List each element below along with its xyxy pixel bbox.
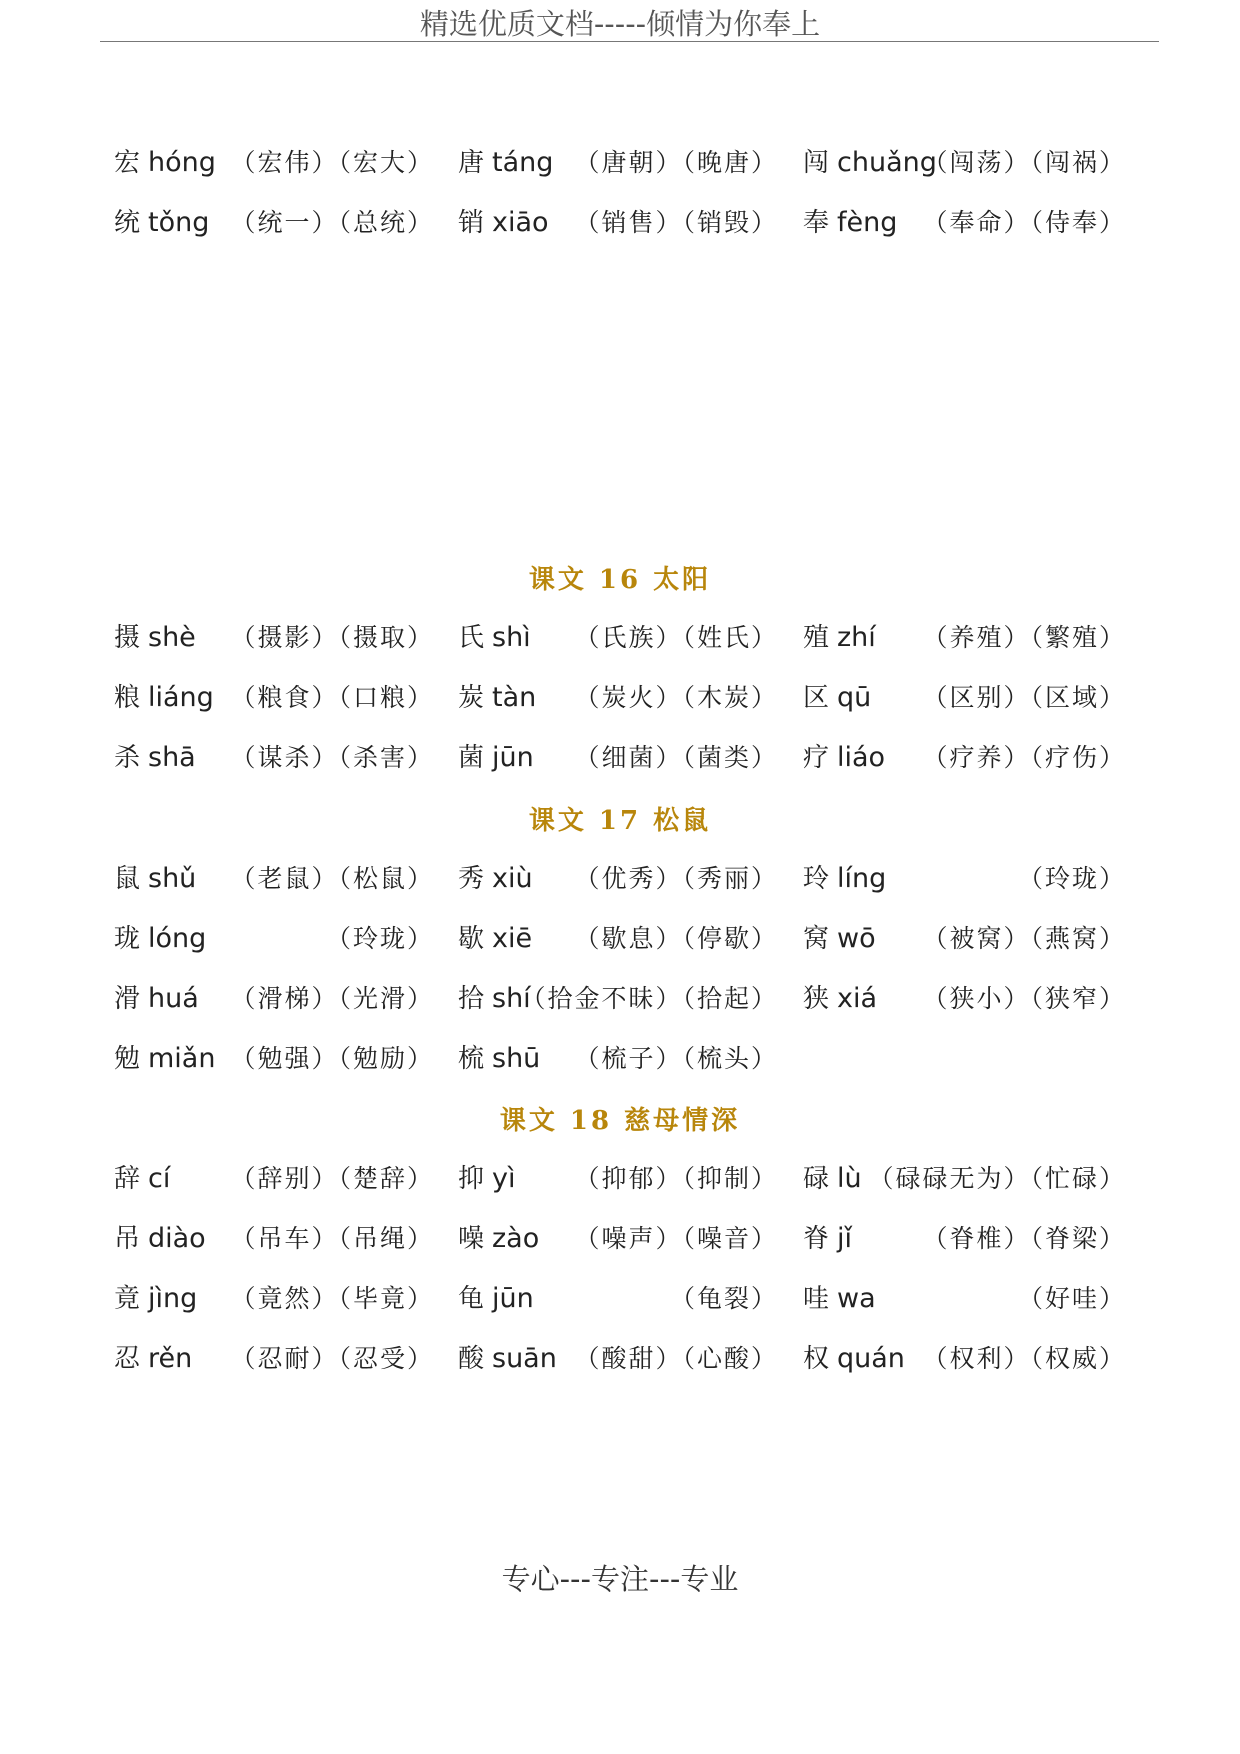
vocab-words: （碌碌无为）（忙碌） [868,1164,1126,1193]
vocab-words: （梳子）（梳头） [574,1044,778,1073]
vocab-pinyin: tǒng [148,207,210,238]
vocab-words: （统一）（总统） [230,208,434,237]
vocab-pinyin: fèng [837,207,898,238]
vocab-character: 粮 [114,683,141,713]
vocab-character: 炭 [458,683,485,713]
vocab-words: （粮食）（口粮） [230,683,434,712]
vocab-character: 脊 [803,1224,830,1254]
vocab-words: （谋杀）（杀害） [230,743,434,772]
vocab-words: （酸甜）（心酸） [574,1344,778,1373]
vocab-character: 疗 [803,743,830,773]
vocab-words: （销售）（销毁） [574,208,778,237]
vocab-words: （歇息）（停歇） [574,924,778,953]
vocab-character: 统 [114,208,141,238]
vocab-pinyin: hóng [148,147,216,178]
vocab-character: 抑 [458,1164,485,1194]
vocab-character: 鼠 [114,864,141,894]
vocab-character: 酸 [458,1344,485,1374]
vocab-pinyin: tàn [492,682,537,713]
page-header: 精选优质文档-----倾情为你奉上 [419,7,821,41]
vocab-pinyin: zhí [837,622,876,653]
vocab-character: 宏 [114,148,141,178]
vocab-pinyin: yì [492,1163,516,1194]
vocab-pinyin: diào [148,1223,206,1254]
vocab-words: （奉命）（侍奉） [922,208,1126,237]
vocab-character: 区 [803,683,830,713]
vocab-character: 氏 [458,623,485,653]
vocab-pinyin: wa [837,1283,876,1314]
vocab-words: （拾金不昧）（拾起） [520,984,778,1013]
vocab-words: （竟然）（毕竟） [230,1284,434,1313]
vocab-pinyin: xiē [492,923,533,954]
vocab-pinyin: shū [492,1043,541,1074]
vocab-character: 权 [803,1344,830,1374]
vocab-pinyin: jǐ [837,1223,853,1254]
vocab-words: （炭火）（木炭） [574,683,778,712]
vocab-pinyin: liáng [148,682,214,713]
vocab-pinyin: zào [492,1223,540,1254]
vocab-words: （脊椎）（脊梁） [922,1224,1126,1253]
vocab-pinyin: rěn [148,1343,193,1374]
vocab-character: 辞 [114,1164,141,1194]
vocab-pinyin: jìng [148,1283,198,1314]
vocab-words: （细菌）（菌类） [574,743,778,772]
vocab-character: 忍 [114,1344,141,1374]
vocab-words: （优秀）（秀丽） [574,864,778,893]
vocab-pinyin: chuǎng [837,147,937,178]
lesson-title: 课文 16 太阳 [528,565,712,595]
vocab-pinyin: wō [837,923,876,954]
vocab-words: （辞别）（楚辞） [230,1164,434,1193]
vocab-pinyin: líng [837,863,887,894]
vocab-row [0,859,1240,899]
vocab-words: （玲珑） [325,924,434,953]
vocab-character: 竟 [114,1284,141,1314]
vocab-character: 吊 [114,1224,141,1254]
vocab-words: （狭小）（狭窄） [922,984,1126,1013]
lesson-title: 课文 18 慈母情深 [499,1106,741,1136]
vocab-row [0,1279,1240,1319]
vocab-character: 珑 [114,924,141,954]
vocab-words: （好哇） [1017,1284,1126,1313]
vocab-words: （区别）（区域） [922,683,1126,712]
vocab-words: （唐朝）（晚唐） [574,148,778,177]
vocab-pinyin: xiù [492,863,533,894]
vocab-row [0,618,1240,658]
vocab-character: 销 [458,208,485,238]
vocab-words: （权利）（权威） [922,1344,1126,1373]
vocab-row [0,919,1240,959]
vocab-pinyin: jūn [492,742,534,773]
vocab-pinyin: shā [148,742,196,773]
vocab-words: （老鼠）（松鼠） [230,864,434,893]
vocab-pinyin: xiāo [492,207,549,238]
vocab-words: （噪声）（噪音） [574,1224,778,1253]
vocab-pinyin: shǔ [148,863,197,894]
lesson-title: 课文 17 松鼠 [528,806,712,836]
vocab-row [0,979,1240,1019]
page-footer: 专心---专注---专业 [501,1562,739,1596]
vocab-words: （抑郁）（抑制） [574,1164,778,1193]
vocab-words: （氏族）（姓氏） [574,623,778,652]
vocab-pinyin: táng [492,147,554,178]
vocab-character: 菌 [458,743,485,773]
vocab-character: 闯 [803,148,830,178]
vocab-character: 龟 [458,1284,485,1314]
vocab-character: 窝 [803,924,830,954]
vocab-character: 杀 [114,743,141,773]
vocab-pinyin: quán [837,1343,905,1374]
vocab-pinyin: lù [837,1163,862,1194]
vocab-character: 勉 [114,1044,141,1074]
vocab-words: （龟裂） [669,1284,778,1313]
vocab-row [0,738,1240,778]
vocab-pinyin: suān [492,1343,557,1374]
vocab-character: 滑 [114,984,141,1014]
vocab-character: 奉 [803,208,830,238]
vocab-words: （勉强）（勉励） [230,1044,434,1073]
vocab-character: 噪 [458,1224,485,1254]
vocab-row [0,1039,1240,1079]
vocab-pinyin: huá [148,983,199,1014]
vocab-row [0,1219,1240,1259]
vocab-pinyin: liáo [837,742,886,773]
vocab-pinyin: shè [148,622,196,653]
vocab-row [0,203,1240,243]
vocab-pinyin: xiá [837,983,878,1014]
vocab-words: （养殖）（繁殖） [922,623,1126,652]
vocab-row [0,678,1240,718]
vocab-pinyin: shì [492,622,531,653]
vocab-words: （疗养）（疗伤） [922,743,1126,772]
vocab-pinyin: cí [148,1163,171,1194]
vocab-words: （吊车）（吊绳） [230,1224,434,1253]
vocab-character: 碌 [803,1164,830,1194]
vocab-character: 殖 [803,623,830,653]
vocab-row [0,143,1240,183]
vocab-character: 摄 [114,623,141,653]
vocab-words: （忍耐）（忍受） [230,1344,434,1373]
vocab-words: （玲珑） [1017,864,1126,893]
vocab-pinyin: shí [492,983,531,1014]
vocab-words: （宏伟）（宏大） [230,148,434,177]
vocab-character: 玲 [803,864,830,894]
vocab-pinyin: jūn [492,1283,534,1314]
vocab-words: （摄影）（摄取） [230,623,434,652]
vocab-row [0,1159,1240,1199]
vocab-character: 拾 [458,984,485,1014]
vocab-character: 歇 [458,924,485,954]
vocab-words: （被窝）（燕窝） [922,924,1126,953]
vocab-pinyin: miǎn [148,1043,216,1074]
vocab-character: 秀 [458,864,485,894]
vocab-row [0,1339,1240,1379]
vocab-words: （闯荡）（闯祸） [922,148,1126,177]
vocab-character: 梳 [458,1044,485,1074]
vocab-pinyin: qū [837,682,872,713]
vocab-character: 狭 [803,984,830,1014]
vocab-character: 唐 [458,148,485,178]
vocab-pinyin: lóng [148,923,207,954]
vocab-character: 哇 [803,1284,830,1314]
header-divider [100,41,1159,42]
vocab-words: （滑梯）（光滑） [230,984,434,1013]
